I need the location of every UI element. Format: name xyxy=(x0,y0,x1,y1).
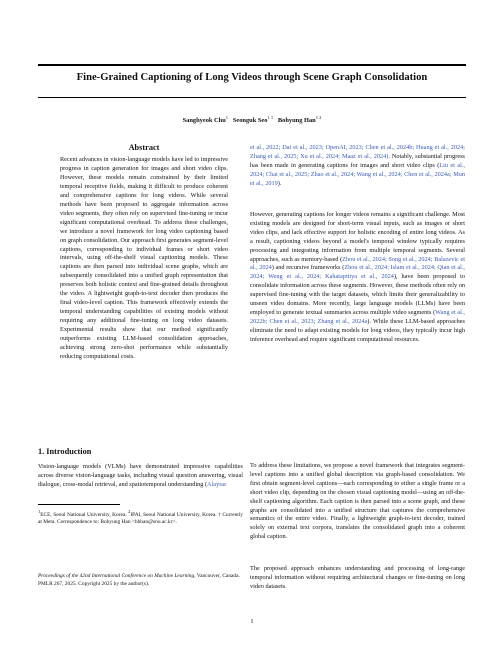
paper-title: Fine-Grained Captioning of Long Videos through Scene Graph Consolidation xyxy=(76,72,428,83)
author-name: Sanghyeok Chu xyxy=(182,117,226,125)
author-list: Sanghyeok Chu$^1$ Seonguk Seo$^{1 1}$ Bohyung Han$^{1 2}$ xyxy=(182,115,322,125)
right-paragraph-2: However, generating captions for longer videos remains a significant challenge. Most existing models are designed for short-term visual inputs, such as images or short video clips, and lack effective support for holistic encoding of entire long videos. As a result, captioning videos beyond a model's temporal window typically requires processing and integrating information from multiple temporal segments. Several approaches, such as memory-based (Zhou et al., 2024; Song et al., 2024; Balazevic et al., 2024) and recursive frameworks (Zhou et al., 2024; Islam et al., 2024; Qian et al., 2024; Weng et al., 2024; Kahatapitiya et al., 2024), have been proposed to consolidate information across these segments. However, these methods often rely on supervised fine-tuning with the target datasets, which limits their generalizability to unseen video domains. More recently, large language models (LLMs) have been employed to generate textual summaries across multiple video segments (Wang et al., 2022b; Chen et al., 2023; Zhang et al., 2024a). While these LLM-based approaches eliminate the need to adapt existing models for long videos, they typically incur high inference overhead and require significant computational resources. xyxy=(250,211,465,343)
top-rule xyxy=(38,64,466,66)
proceedings-note: Proceedings of the 42nd International Conference on Machine Learning, Vancouver, Canada. PMLR 267, 2025. Copyright 2025 by the author(s). xyxy=(38,573,240,587)
citation-link[interactable]: Zhou et al., 2024; Islam et al., 2024; Qian et al., 2024; Weng et al., 2024; Kahatapitiya et al., 2024 xyxy=(250,264,465,281)
footnote-rule xyxy=(38,504,120,505)
affiliation-footnote: $^1$ECE, Seoul National University, Korea. $^2$IPAI, Seoul National University, Korea. † Currently at Meta. Correspondence to: Bohyung Han <bhhan@snu.ac.kr>. xyxy=(38,509,243,526)
abstract-text: Recent advances in vision-language models have led to impressive progress in caption generation for images and short video clips. However, these models remain constrained by their limited temporal receptive fields, making it difficult to produce coherent and comprehensive captions for long videos. While several methods have been proposed to aggregate information across video segments, they often rely on supervised fine-tuning or incur significant computational overhead. To address these challenges, we introduce a novel framework for long video captioning based on graph consolidation. Our approach first generates segment-level captions, corresponding to individual frames or short video intervals, using off-the-shelf visual captioning models. These captions are then parsed into individual scene graphs, which are subsequently consolidated into a unified graph representation that preserves both holistic context and fine-grained details throughout the video. A lightweight graph-to-text decoder then produces the final video-level caption. This framework effectively extends the temporal understanding capabilities of existing models without requiring any additional fine-tuning on long video datasets. Experimental results show that our method significantly outperforms existing LLM-based consolidation approaches, achieving strong zero-shot performance while substantially reducing computational costs. xyxy=(60,156,228,360)
intro-text: Vision-language models (VLMs) have demonstrated impressive capabilities across diverse vision-language tasks, including visual question answering, visual dialogue, cross-modal retrieval, and spatiotemporal understanding (Alayrac xyxy=(38,463,243,488)
right-paragraph-1: et al., 2022; Dai et al., 2023; OpenAI, 2023; Chen et al., 2024b; Huang et al., 2024; Zhang et al., 2025; Xu et al., 2024; Maaz et al., 2024). Notably, substantial progress has been made in generating captions for images and short video clips (Liu et al., 2024; Chai et al., 2025; Zhao et al., 2024; Wang et al., 2024; Chen et al., 2024a; Mun et al., 2019). xyxy=(250,144,465,187)
citation-link[interactable]: Liu et al., 2024; Chai et al., 2025; Zhao et al., 2024; Wang et al., 2024; Chen et al., 2024a; Mun et al., 2019 xyxy=(250,161,465,187)
citation-link[interactable]: Wang et al., 2022b; Chen et al., 2023; Zhang et al., 2024a xyxy=(250,308,465,325)
intro-heading: 1. Introduction xyxy=(38,447,92,456)
author-name: Seonguk Seo xyxy=(232,117,268,125)
citation-link[interactable]: Alayrac xyxy=(207,480,227,488)
author-name: Bohyung Han xyxy=(277,117,316,125)
citation-link[interactable]: Zhou et al., 2024; Song et al., 2024; Balazevic et al., 2024 xyxy=(250,255,465,272)
citation-link[interactable]: et al., 2022; Dai et al., 2023; OpenAI, 2023; Chen et al., 2024b; Huang et al., 2024; Zhang et al., 2025; Xu et al., 2024; Maaz et al., 2024). xyxy=(250,144,465,160)
right-paragraph-4: The proposed approach enhances understanding and processing of long-range temporal information without requiring architectural changes or fine-tuning on long video datasets. xyxy=(250,565,465,590)
abstract-heading: Abstract xyxy=(128,143,160,152)
page-number: 1 xyxy=(250,618,254,625)
bottom-rule xyxy=(38,97,466,98)
right-paragraph-3: To address these limitations, we propose a novel framework that integrates segment-level captions into a unified global description via graph-based consolidation. We first obtain segment-level captions—each corresponding to either a single frame or a short video clip, depending on the chosen visual captioning model—using an off-the-shelf captioning algorithm. Each caption is then parsed into a scene graph, and these graphs are consolidated into a unified structure that captures the comprehensive semantics of the entire video. Finally, a lightweight graph-to-text decoder, trained solely on external text corpora, translates the consolidated graph into a coherent global caption. xyxy=(250,462,465,541)
